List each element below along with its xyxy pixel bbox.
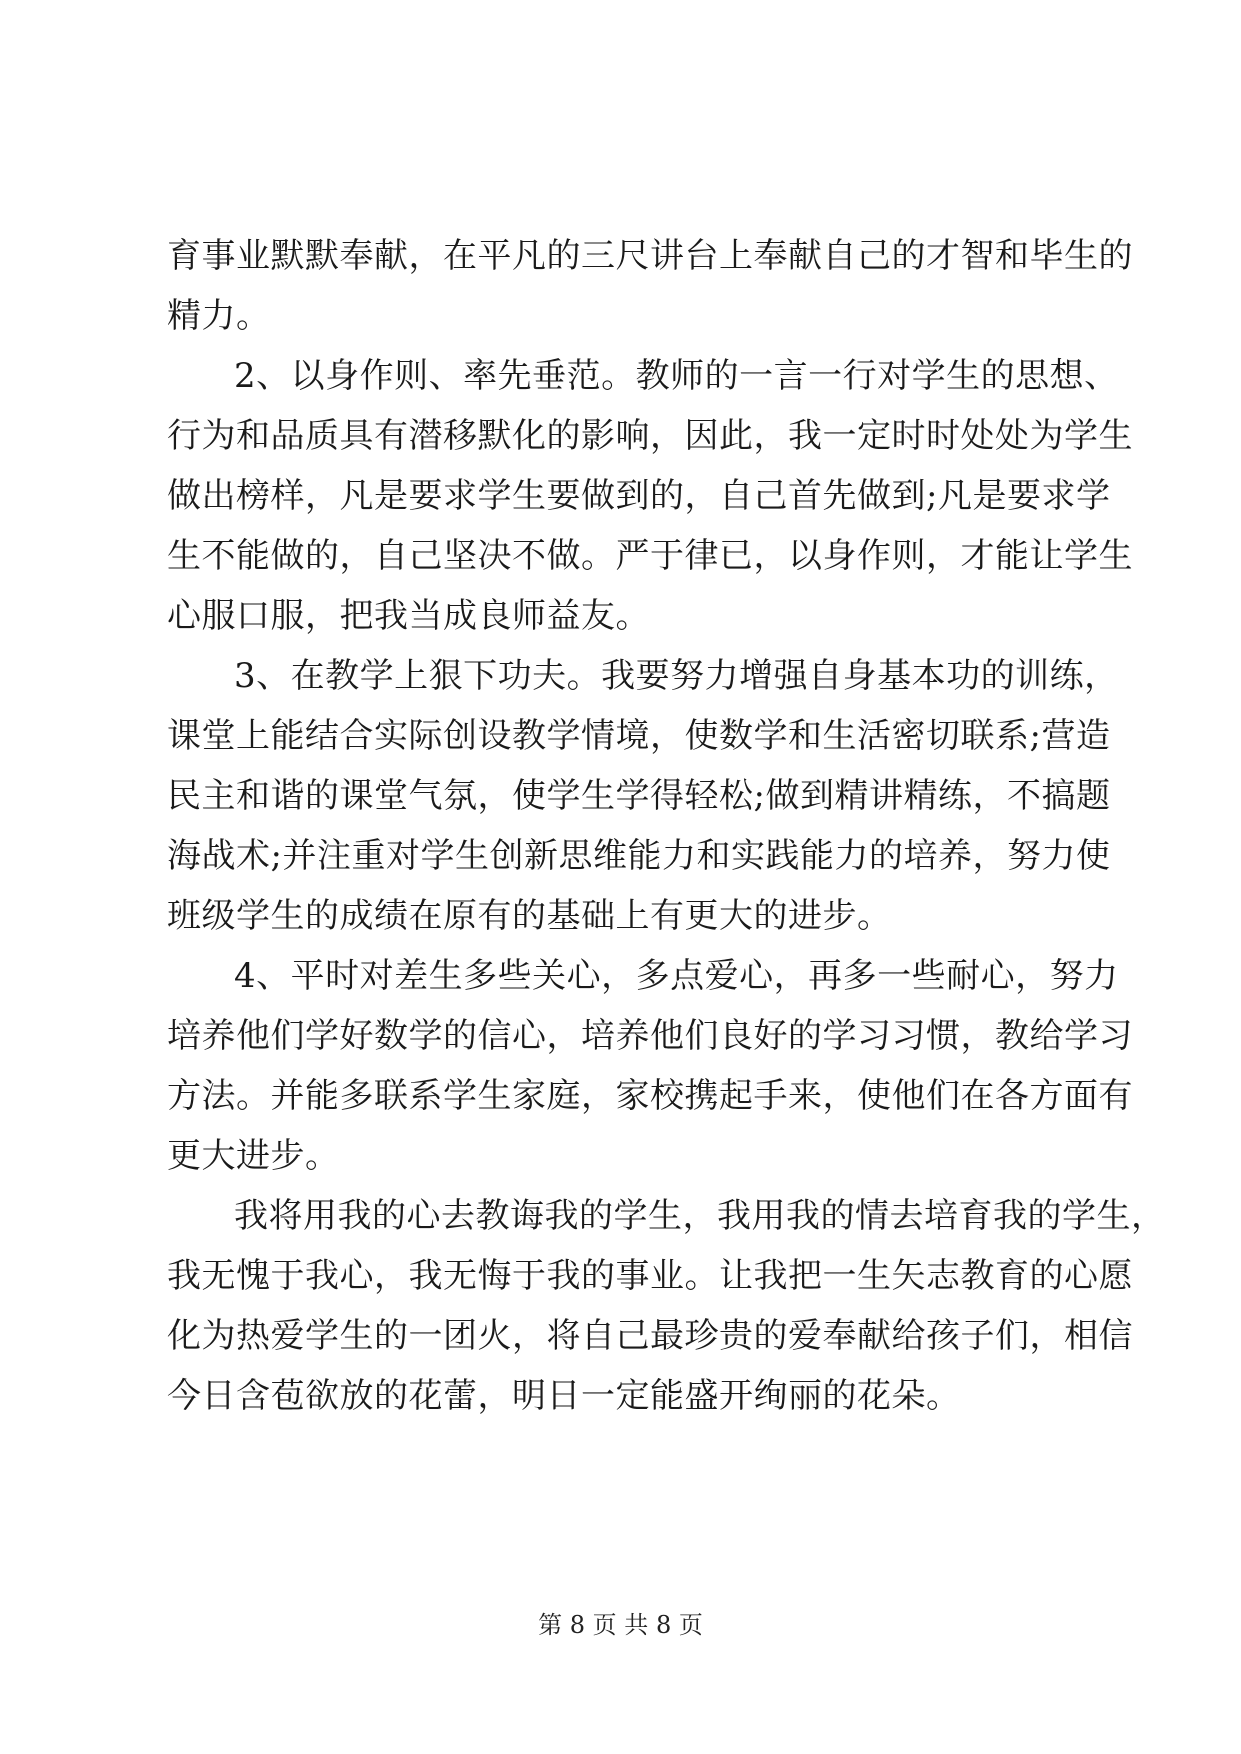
text-line: 班级学生的成绩在原有的基础上有更大的进步。 bbox=[167, 896, 892, 936]
text-line: 今日含苞欲放的花蕾，明日一定能盛开绚丽的花朵。 bbox=[167, 1376, 961, 1416]
text-line: 做出榜样，凡是要求学生要做到的，自己首先做到;凡是要求学 bbox=[167, 476, 1111, 516]
text-line: 更大进步。 bbox=[167, 1136, 340, 1176]
text-line: 培养他们学好数学的信心，培养他们良好的学习习惯，教给学习 bbox=[167, 1016, 1133, 1056]
text-line: 4、平时对差生多些关心，多点爱心，再多一些耐心，努力 bbox=[234, 956, 1119, 996]
text-line: 我无愧于我心，我无悔于我的事业。让我把一生矢志教育的心愿 bbox=[167, 1256, 1133, 1296]
text-line: 课堂上能结合实际创设教学情境，使数学和生活密切联系;营造 bbox=[167, 716, 1111, 756]
text-line: 3、在教学上狠下功夫。我要努力增强自身基本功的训练， bbox=[234, 656, 1119, 696]
document-body bbox=[167, 226, 1166, 1426]
text-line: 育事业默默奉献，在平凡的三尺讲台上奉献自己的才智和毕生的 bbox=[167, 236, 1133, 276]
text-line: 生不能做的，自己坚决不做。严于律已，以身作则，才能让学生 bbox=[167, 536, 1133, 576]
text-line: 心服口服，把我当成良师益友。 bbox=[167, 596, 650, 636]
text-line: 化为热爱学生的一团火，将自己最珍贵的爱奉献给孩子们，相信 bbox=[167, 1316, 1133, 1356]
text-line: 民主和谐的课堂气氛，使学生学得轻松;做到精讲精练，不搞题 bbox=[167, 776, 1111, 816]
text-line: 方法。并能多联系学生家庭，家校携起手来，使他们在各方面有 bbox=[167, 1076, 1133, 1116]
text-line: 我将用我的心去教诲我的学生，我用我的情去培育我的学生， bbox=[234, 1196, 1166, 1236]
text-line: 精力。 bbox=[167, 296, 271, 336]
text-line: 行为和品质具有潜移默化的影响，因此，我一定时时处处为学生 bbox=[167, 416, 1133, 456]
page-footer: 第 8 页 共 8 页 bbox=[538, 1611, 703, 1639]
text-line: 2、以身作则、率先垂范。教师的一言一行对学生的思想、 bbox=[234, 356, 1119, 396]
text-line: 海战术;并注重对学生创新思维能力和实践能力的培养，努力使 bbox=[167, 836, 1111, 876]
